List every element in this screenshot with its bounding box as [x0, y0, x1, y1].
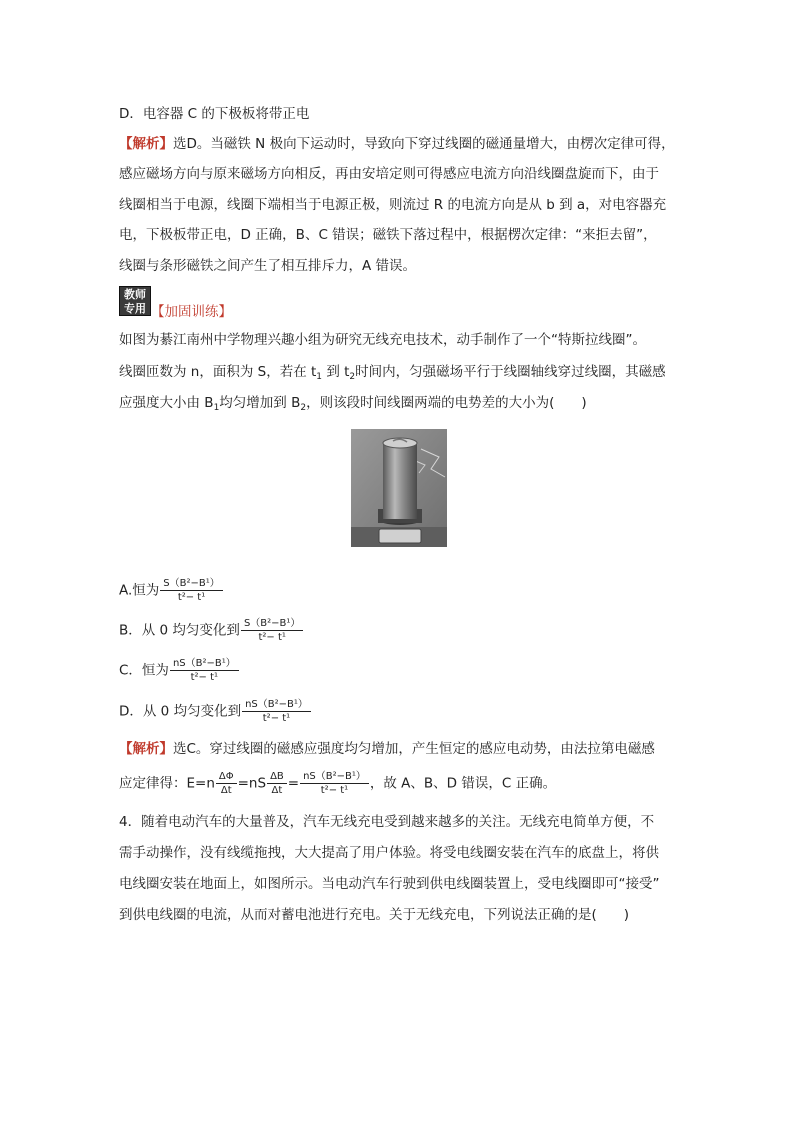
extra-analysis-line-2 — [119, 770, 556, 797]
option-fraction — [170, 657, 239, 684]
stem-text: 时间内，匀强磁场平行于线圈轴线穿过线圈，其磁感 — [355, 364, 666, 380]
subscript: 1 — [213, 403, 220, 413]
fraction-denominator: t²− t¹ — [160, 590, 222, 604]
badge-line-1: 教师 — [124, 288, 146, 301]
analysis-tag: 【解析】 — [119, 136, 173, 152]
fraction-numerator: nS（B²−B¹） — [303, 771, 366, 782]
analysis-tag: 【解析】 — [119, 741, 173, 757]
subscript: 1 — [316, 372, 323, 382]
extra-stem-line-1: 如图为綦江南州中学物理兴趣小组为研究无线充电技术，动手制作了一个“特斯拉线圈”。 — [119, 332, 646, 348]
badge-line-2: 专用 — [124, 302, 146, 315]
extra-stem-line-2 — [119, 362, 666, 387]
stem-text: 应强度大小由 B — [119, 395, 214, 411]
q3-analysis-line-3: 线圈相当于电源，线圈下端相当于电源正极，则流过 R 的电流方向是从 b 到 a，对电容器充 — [119, 197, 667, 213]
fraction-denominator: t²− t¹ — [241, 630, 303, 644]
option-prefix: B．从 0 均匀变化到 — [119, 622, 240, 639]
fraction-numerator: S（B²−B¹） — [163, 578, 220, 589]
stem-text: 到 t — [322, 364, 350, 380]
q4-line-3: 电线圈安装在地面上，如图所示。当电动汽车行驶到供电线圈装置上，受电线圈即可“接受” — [119, 876, 660, 892]
option-c — [119, 657, 240, 684]
tesla-coil-illustration — [351, 429, 447, 547]
fraction-result — [300, 770, 369, 797]
fraction-denominator: t²− t¹ — [170, 670, 239, 684]
fraction-db-dt — [267, 770, 287, 797]
fraction-dphi-dt — [216, 770, 237, 797]
option-fraction — [242, 698, 311, 725]
subscript: 2 — [300, 403, 307, 413]
option-fraction — [160, 577, 222, 604]
analysis-text: 选D。当磁铁 N 极向下运动时，导致向下穿过线圈的磁通量增大，由楞次定律可得， — [173, 136, 675, 152]
analysis-text: 应定律得：E=n — [119, 775, 215, 792]
stem-text: 均匀增加到 B — [219, 395, 301, 411]
tesla-coil-photo — [351, 429, 447, 547]
fraction-numerator: nS（B²−B¹） — [172, 658, 236, 669]
fraction-numerator: ΔB — [270, 771, 284, 782]
option-prefix: C．恒为 — [119, 662, 169, 679]
teacher-badge — [119, 286, 151, 316]
equation-text: = — [287, 775, 300, 792]
q3-analysis-line-5: 线圈与条形磁铁之间产生了相互排斥力，A 错误。 — [119, 258, 417, 274]
stem-text: 线圈匝数为 n，面积为 S，若在 t — [119, 364, 317, 380]
fraction-numerator: S（B²−B¹） — [243, 618, 301, 629]
option-a — [119, 577, 224, 604]
fraction-numerator: nS（B²−B¹） — [245, 699, 308, 710]
fraction-denominator: t²− t¹ — [300, 783, 369, 797]
q4-line-1: 4．随着电动汽车的大量普及，汽车无线充电受到越来越多的关注。无线充电简单方便，不 — [119, 814, 655, 830]
analysis-text: ，故 A、B、D 错误，C 正确。 — [369, 775, 557, 792]
q3-analysis-line-4: 电，下极板带正电，D 正确，B、C 错误；磁铁下落过程中，根据楞次定律：“来拒去留”， — [119, 227, 657, 243]
q3-analysis-line-1 — [119, 134, 675, 154]
q4-line-4: 到供电线圈的电流，从而对蓄电池进行充电。关于无线充电，下列说法正确的是( ) — [119, 907, 630, 923]
subscript: 2 — [349, 372, 356, 382]
analysis-text: 选C。穿过线圈的磁感应强度均匀增加，产生恒定的感应电动势，由法拉第电磁感 — [173, 741, 655, 757]
fraction-denominator: Δt — [267, 783, 287, 797]
equation-text: =nS — [237, 775, 267, 792]
q4-line-2: 需手动操作，没有线缆拖拽，大大提高了用户体验。将受电线圈安装在汽车的底盘上，将供 — [119, 845, 659, 861]
option-prefix: A.恒为 — [119, 582, 160, 599]
q3-option-d: D．电容器 C 的下极板将带正电 — [119, 106, 310, 122]
extra-analysis-line-1 — [119, 739, 655, 759]
fraction-numerator: ΔΦ — [218, 771, 234, 782]
option-b — [119, 617, 304, 644]
option-prefix: D．从 0 均匀变化到 — [119, 703, 242, 720]
fraction-denominator: Δt — [216, 783, 237, 797]
option-d — [119, 698, 312, 725]
extra-stem-line-3 — [119, 393, 587, 418]
q3-analysis-line-2: 感应磁场方向与原来磁场方向相反，再由安培定则可得感应电流方向沿线圈盘旋而下，由于 — [119, 166, 659, 182]
fraction-denominator: t²− t¹ — [242, 711, 311, 725]
stem-text: ，则该段时间线圈两端的电势差的大小为( ) — [306, 395, 587, 411]
extra-training-tag: 【加固训练】 — [151, 304, 232, 320]
option-fraction — [241, 617, 303, 644]
